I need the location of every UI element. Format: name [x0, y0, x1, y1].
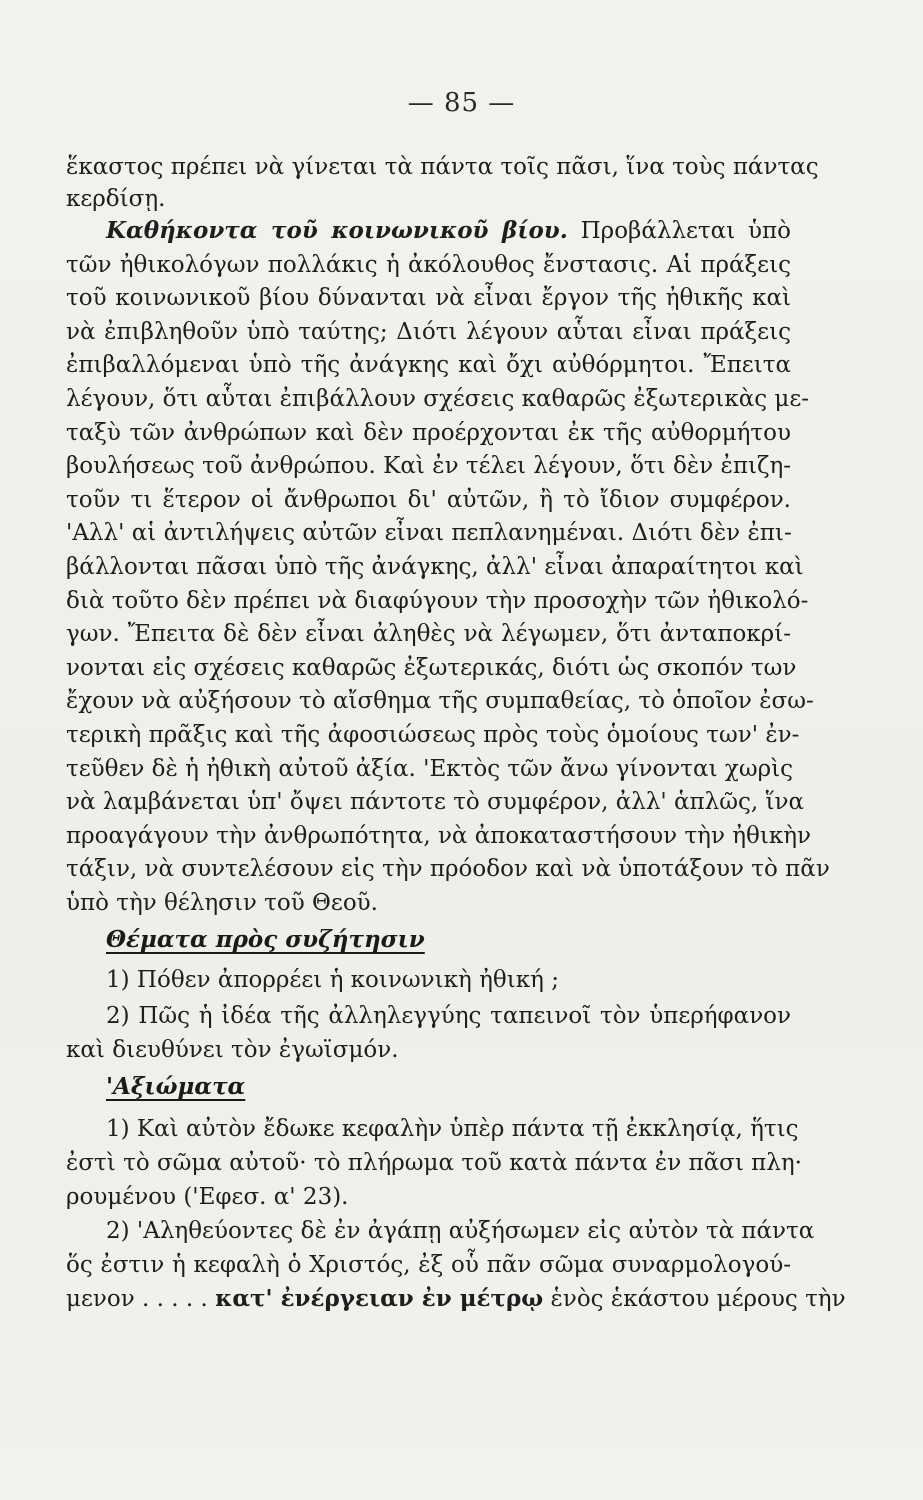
paragraph-line: λέγουν, ὅτι αὗται ἐπιβάλλουν σχέσεις καθαρῶς ἐξωτερικὰς με-	[66, 386, 810, 412]
paragraph-line: ταξὺ τῶν ἀνθρώπων καὶ δὲν προέρχονται ἐκ τῆς αὐθορμήτου	[66, 420, 791, 446]
axiom-item-2-line	[66, 1284, 846, 1314]
paragraph-line: νὰ λαμβάνεται ὑπ' ὄψει πάντοτε τὸ συμφέρον, ἀλλ' ἁπλῶς, ἵνα	[66, 789, 805, 815]
axiom-text: μενον . . . . .	[66, 1286, 208, 1312]
axiom-item-2-line: ὅς ἐστιν ἡ κεφαλὴ ὁ Χριστός, ἐξ οὗ πᾶν σῶμα συναρμολογού-	[66, 1252, 791, 1278]
paragraph-line: βουλήσεως τοῦ ἀνθρώπου. Καὶ ἐν τέλει λέγουν, ὅτι δὲν ἐπιζη-	[66, 453, 791, 479]
paragraph-line: 'Αλλ' αἱ ἀντιλήψεις αὐτῶν εἶναι πεπλανημέναι. Διότι δὲν ἐπι-	[66, 520, 792, 546]
paragraph-line: τερικὴ πρᾶξις καὶ τῆς ἀφοσιώσεως πρὸς τοὺς ὁμοίους των' ἐν-	[66, 722, 800, 748]
paragraph-line: ἕκαστος πρέπει νὰ γίνεται τὰ πάντα τοῖς πᾶσι, ἵνα τοὺς πάντας	[66, 154, 819, 180]
question-item-2-line: καὶ διευθύνει τὸν ἐγωϊσμόν.	[66, 1037, 399, 1063]
paragraph-line: νὰ ἐπιβληθοῦν ὑπὸ ταύτης; Διότι λέγουν αὗται εἶναι πράξεις	[66, 319, 791, 345]
section-heading-discussion-topics: Θέματα πρὸς συζήτησιν	[106, 926, 425, 953]
page-number: — 85 —	[407, 88, 516, 118]
paragraph-line: τάξιν, νὰ συντελέσουν εἰς τὴν πρόοδον καὶ νὰ ὑποτάξουν τὸ πᾶν	[66, 856, 830, 882]
paragraph-line: ὑπὸ τὴν θέλησιν τοῦ Θεοῦ.	[66, 890, 378, 916]
section-heading-social-duties: Καθήκοντα τοῦ κοινωνικοῦ βίου.	[106, 217, 568, 244]
paragraph-line: διὰ τοῦτο δὲν πρέπει νὰ διαφύγουν τὴν προσοχὴν τῶν ἠθικολό-	[66, 588, 809, 614]
axiom-text: ἑνὸς ἑκάστου μέρους τὴν	[550, 1286, 846, 1312]
paragraph-text: Προβάλλεται ὑπὸ	[580, 218, 791, 244]
paragraph-line: τοῦ κοινωνικοῦ βίου δύνανται νὰ εἶναι ἔργον τῆς ἠθικῆς καὶ	[66, 285, 791, 311]
paragraph-line: βάλλονται πᾶσαι ὑπὸ τῆς ἀνάγκης, ἀλλ' εἶναι ἀπαραίτητοι καὶ	[66, 554, 804, 580]
question-item-2-line: 2) Πῶς ἡ ἰδέα τῆς ἀλληλεγγύης ταπεινοῖ τὸν ὑπερήφανον	[106, 1003, 791, 1029]
axiom-item-2-line: 2) 'Αληθεύοντες δὲ ἐν ἀγάπῃ αὐξήσωμεν εἰς αὐτὸν τὰ πάντα	[106, 1218, 815, 1244]
paragraph-line: τοῦν τι ἕτερον οἱ ἄνθρωποι δι' αὐτῶν, ἢ τὸ ἴδιον συμφέρον.	[66, 487, 791, 513]
axiom-item-1-line: ἐστὶ τὸ σῶμα αὐτοῦ· τὸ πλήρωμα τοῦ κατὰ πάντα ἐν πᾶσι πλη·	[66, 1150, 802, 1176]
section-heading-line	[106, 216, 791, 246]
paragraph-line: τεῦθεν δὲ ἡ ἠθικὴ αὐτοῦ ἀξία. 'Εκτὸς τῶν ἄνω γίνονται χωρὶς	[66, 756, 794, 782]
section-heading-axioms: 'Αξιώματα	[106, 1073, 246, 1100]
paragraph-line: τῶν ἠθικολόγων πολλάκις ἡ ἀκόλουθος ἔνστασις. Αἱ πράξεις	[66, 252, 791, 278]
paragraph-line: γων. Ἔπειτα δὲ δὲν εἶναι ἀληθὲς νὰ λέγωμεν, ὅτι ἀνταποκρί-	[66, 621, 791, 647]
paragraph-line: ἔχουν νὰ αὐξήσουν τὸ αἴσθημα τῆς συμπαθείας, τὸ ὁποῖον ἐσω-	[66, 688, 814, 714]
paragraph-line: νονται εἰς σχέσεις καθαρῶς ἐξωτερικάς, διότι ὡς σκοπόν των	[66, 655, 797, 681]
paragraph-line: ἐπιβαλλόμεναι ὑπὸ τῆς ἀνάγκης καὶ ὄχι αὐθόρμητοι. Ἔπειτα	[66, 352, 791, 378]
axiom-emphasis-text: κατ' ἐνέργειαν ἐν μέτρῳ	[215, 1285, 544, 1312]
paragraph-line: προαγάγουν τὴν ἀνθρωπότητα, νὰ ἀποκαταστήσουν τὴν ἠθικὴν	[66, 823, 812, 849]
paragraph-line: κερδίσῃ.	[66, 186, 166, 212]
axiom-item-1-line: ρουμένου ('Εφεσ. α' 23).	[66, 1184, 349, 1210]
axiom-item-1-line: 1) Καὶ αὐτὸν ἔδωκε κεφαλὴν ὑπὲρ πάντα τῇ ἐκκλησίᾳ, ἥτις	[106, 1116, 799, 1142]
question-item-1: 1) Πόθεν ἀπορρέει ἡ κοινωνικὴ ἠθική ;	[106, 967, 559, 993]
